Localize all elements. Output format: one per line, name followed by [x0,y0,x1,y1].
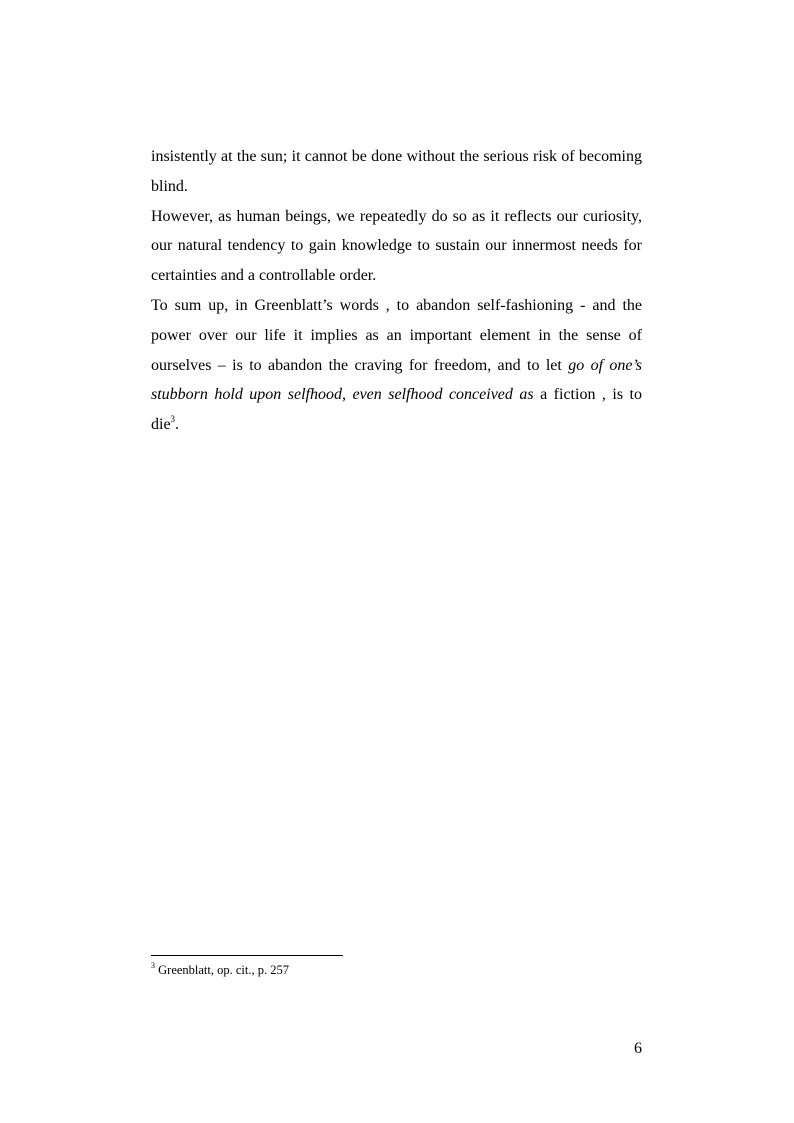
paragraph-3 [151,291,642,440]
footnote [151,962,289,978]
footnote-reference: 3 [170,413,176,424]
paragraph-1: insistently at the sun; it cannot be done without the serious risk of becoming blind. [151,148,642,195]
paragraph-3-quote: go of one’s stubborn hold upon selfhood, even selfhood conceived as [151,356,642,404]
footnote-separator [151,955,343,956]
footnote-number: 3 [151,960,155,970]
paragraph-2: However, as human beings, we repeatedly do so as it reflects our curiosity, our natural tendency to gain knowledge to sustain our innermost needs for certainties and a controllable order. [151,207,642,285]
footnote-text: Greenblatt, op. cit., p. 257 [155,963,289,977]
paragraph-3-plain: To sum up, in Greenblatt’s words , to abandon self-fashioning - and the power over our life it implies as an important element in the sense of ourselves – is to abandon the craving for freedom, and to let [151,296,642,374]
body-text [151,142,642,440]
page-number: 6 [634,1040,642,1057]
paragraph-3-end: . [175,416,180,434]
paragraph-3-tail: a fiction , is to die [151,386,643,434]
